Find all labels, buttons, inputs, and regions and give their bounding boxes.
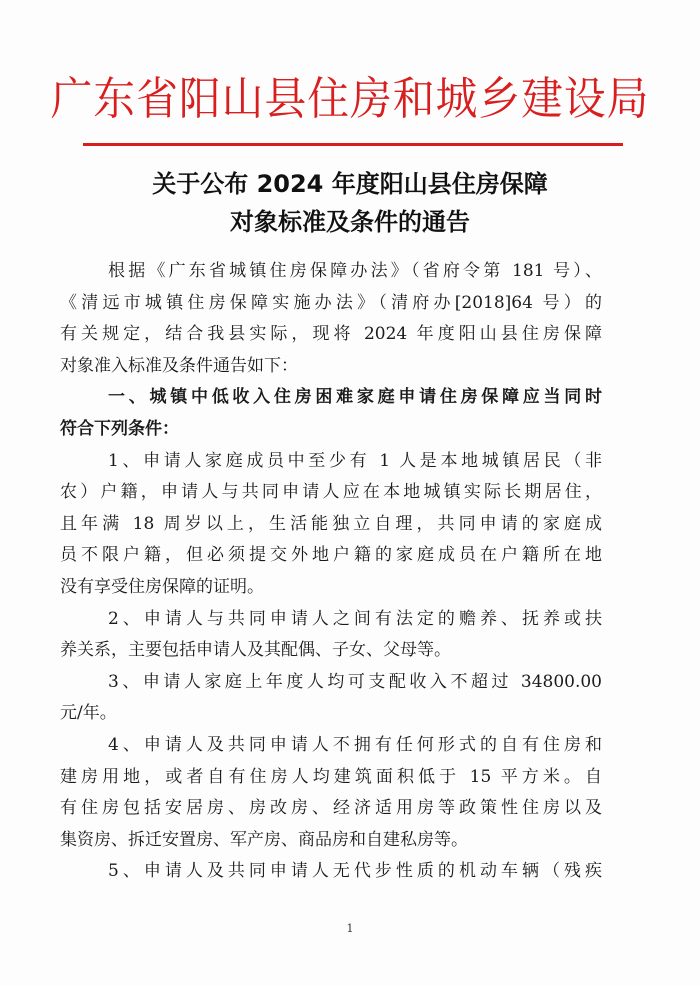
condition-item-line: 2、申请人与共同申请人之间有法定的赡养、抚养或扶 [108,608,602,629]
condition-item-line: 且年满 18 周岁以上，生活能独立自理，共同申请的家庭成 [60,513,602,534]
intro-line: 对象准入标准及条件通告如下： [60,355,298,376]
condition-item-line: 3、申请人家庭上年度人均可支配收入不超过 34800.00 [108,671,602,692]
condition-item-line: 建房用地，或者自有住房人均建筑面积低于 15 平方米。自 [60,766,602,787]
condition-item-line: 农）户籍，申请人与共同申请人应在本地城镇实际长期居住， [60,482,602,503]
condition-item-line: 养关系，主要包括申请人及其配偶、子女、父母等。 [60,640,451,661]
condition-item-line: 5、申请人及共同申请人无代步性质的机动车辆（残疾 [108,861,602,882]
page-number: 1 [346,922,354,935]
intro-line: 有关规定，结合我县实际，现将 2024 年度阳山县住房保障 [60,324,602,345]
condition-item-line: 有住房包括安居房、房改房、经济适用房等政策性住房以及 [60,798,602,819]
condition-item-line: 员不限户籍，但必须提交外地户籍的家庭成员在户籍所在地 [60,545,602,566]
condition-item-line: 1、申请人家庭成员中至少有 1 人是本地城镇居民（非 [108,450,602,471]
document-title-line-1: 关于公布 2024 年度阳山县住房保障 [152,170,548,198]
letterhead-red-rule [83,143,623,146]
condition-item-line: 没有享受住房保障的证明。 [60,576,264,597]
condition-item-line: 集资房、拆迁安置房、军产房、商品房和自建私房等。 [60,829,468,850]
intro-line: 根据《广东省城镇住房保障办法》（省府令第 181 号）、 [108,261,602,281]
condition-item-line: 4、申请人及共同申请人不拥有任何形式的自有住房和 [108,734,602,755]
section-heading: 符合下列条件： [60,418,179,439]
intro-line: 《清远市城镇住房保障实施办法》（清府办[2018]64 号）的 [60,292,602,313]
section-heading: 一、城镇中低收入住房困难家庭申请住房保障应当同时 [108,387,602,408]
agency-letterhead: 广东省阳山县住房和城乡建设局 [50,72,650,125]
condition-item-line: 元/年。 [60,703,117,724]
document-title-line-2: 对象标准及条件的通告 [230,208,470,236]
document-body [60,256,602,888]
